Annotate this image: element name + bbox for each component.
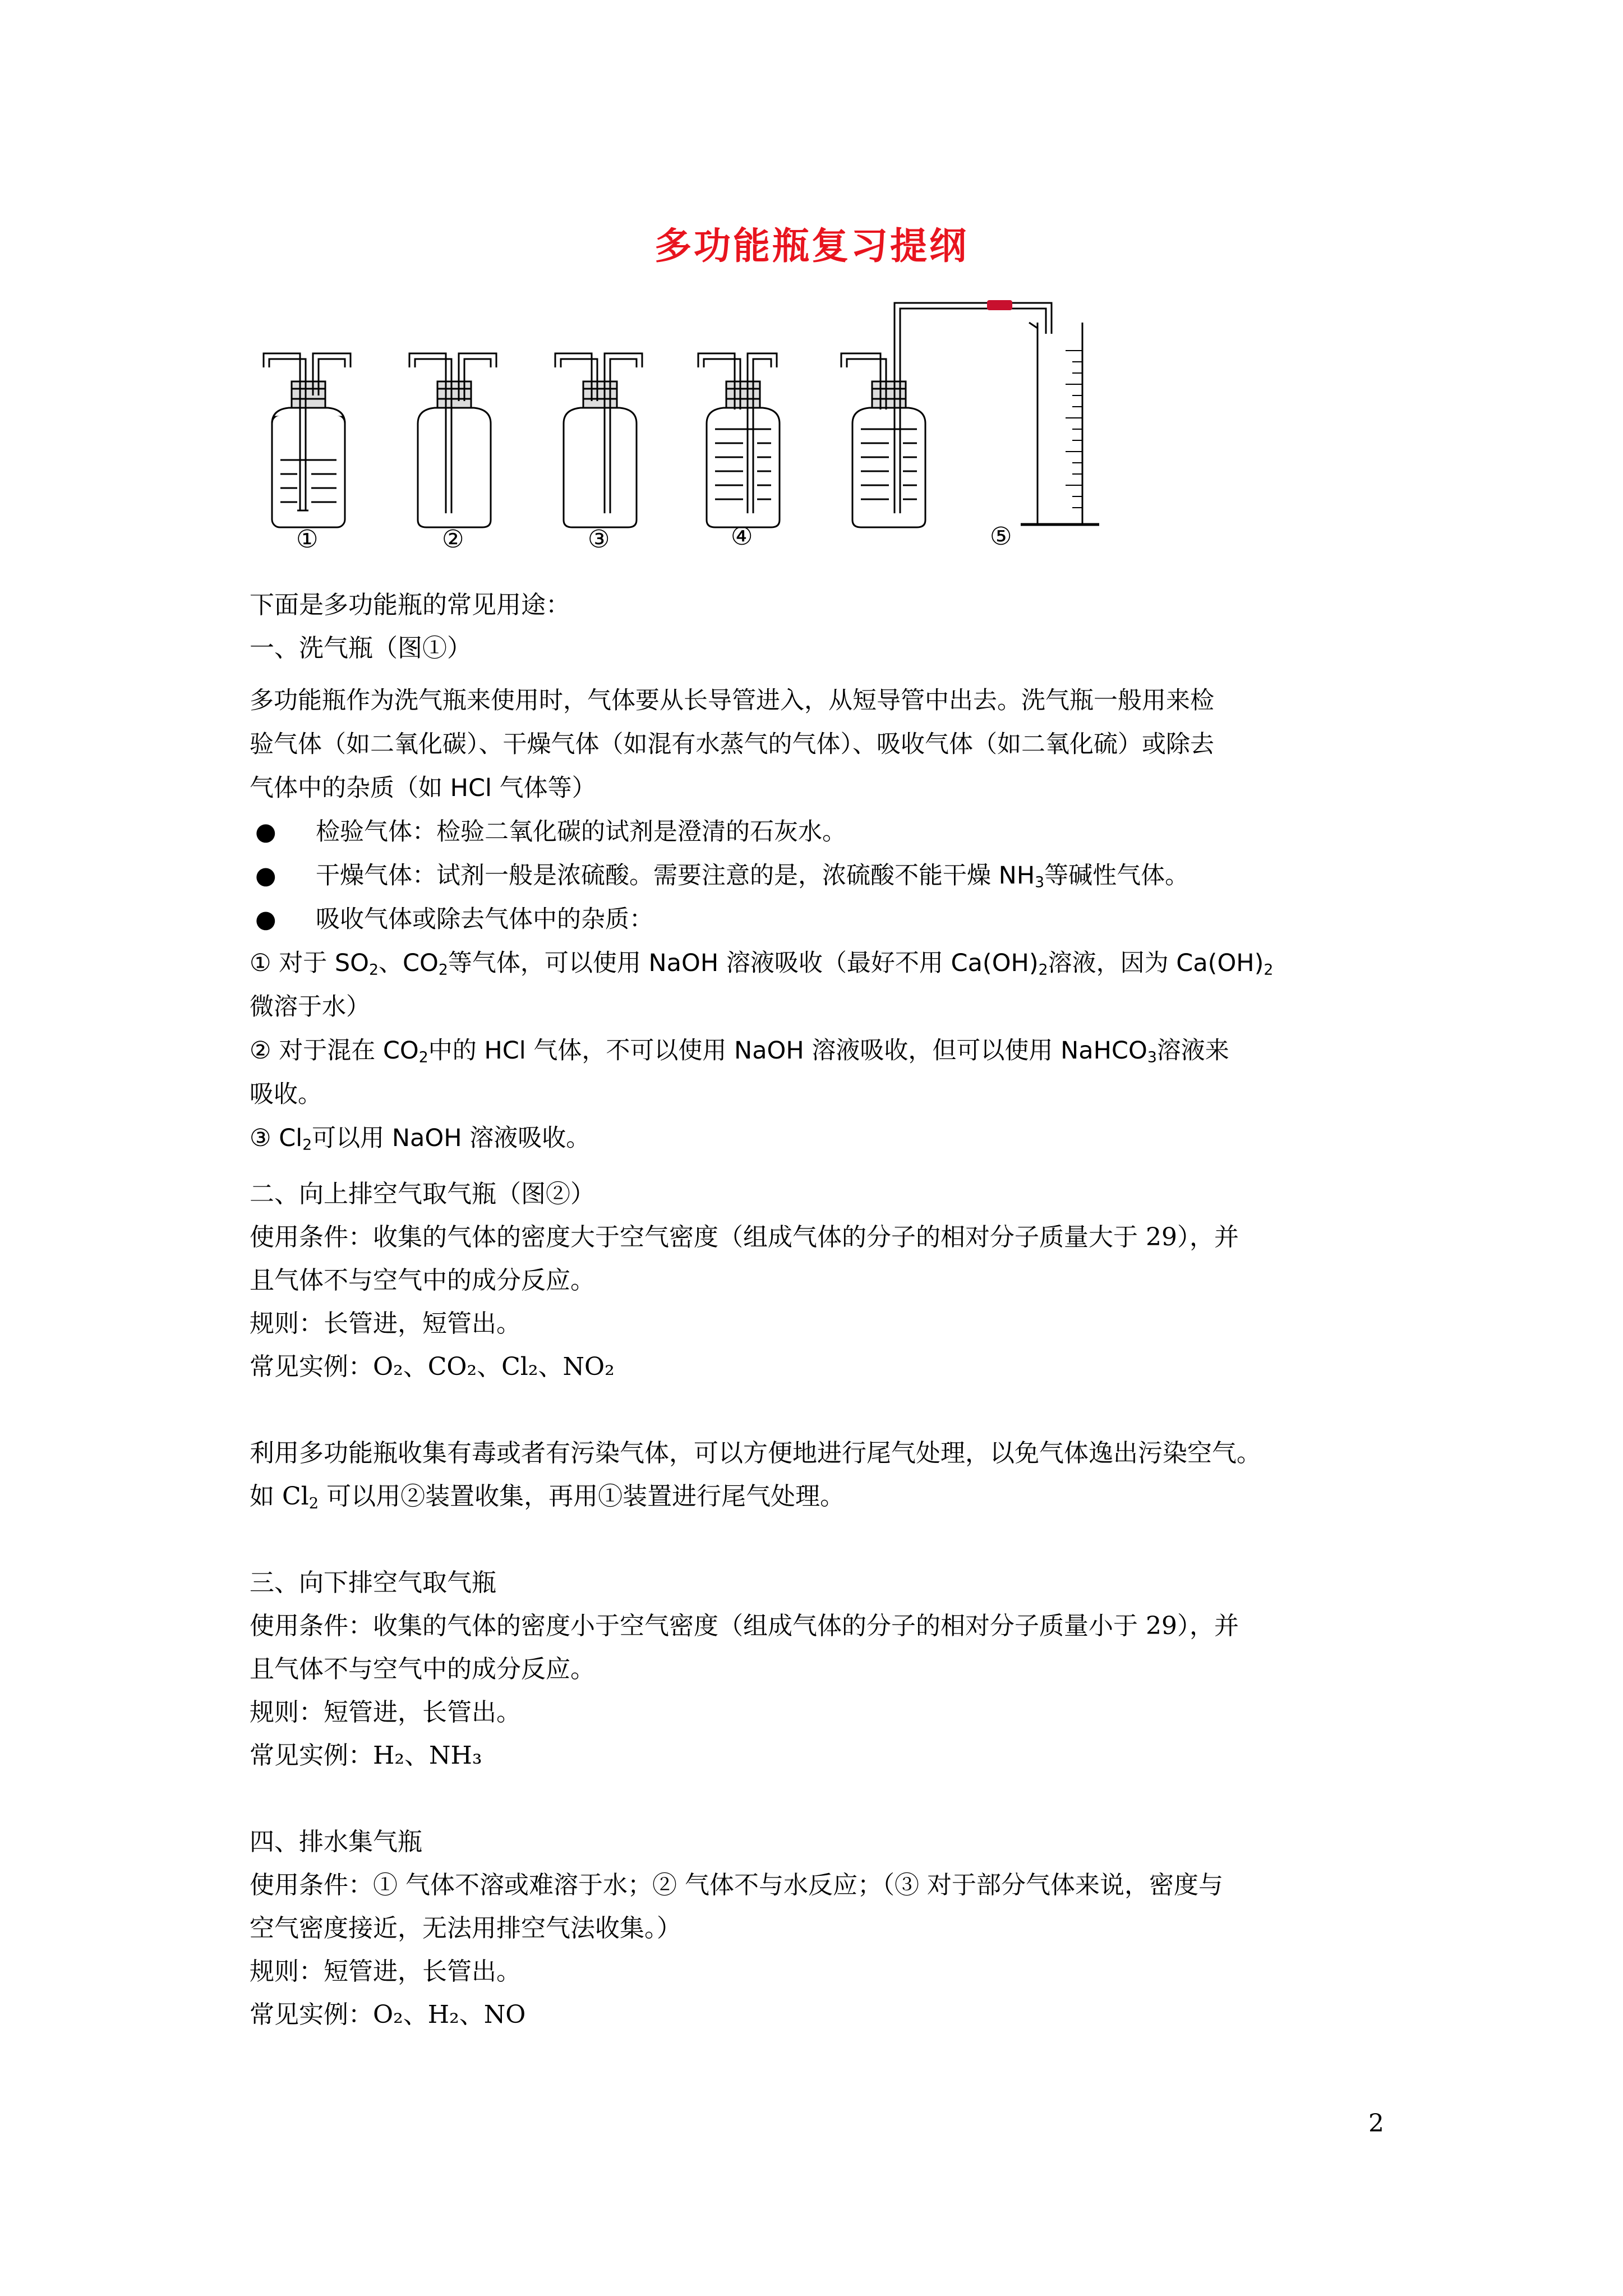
figure-label-3: ③ (588, 525, 610, 554)
bullet-item-1: ● 检验气体：检验二氧化碳的试剂是澄清的石灰水。 (250, 810, 1405, 854)
bottle-1 (264, 353, 351, 527)
apparatus-figure (258, 289, 1133, 567)
s2-condition-line-2: 且气体不与空气中的成分反应。 (250, 1266, 595, 1295)
section-1-heading: 一、洗气瓶（图①） (250, 634, 472, 662)
s1-item-1-line-1: ① 对于 $SO_2$、$CO_2$等气体，可以使用 NaOH 溶液吸收（最好不用 $Ca(OH)_2$溶液，因为 $Ca(OH)_2$ (250, 949, 1274, 979)
bullet-icon: ● (255, 818, 276, 846)
s2-examples: 常见实例：O₂、CO₂、Cl₂、NO₂ (250, 1352, 615, 1381)
intro-text: 下面是多功能瓶的常见用途： (250, 591, 570, 619)
s2-note-line-1: 利用多功能瓶收集有毒或者有污染气体，可以方便地进行尾气处理，以免气体逸出污染空气。 (250, 1439, 1261, 1467)
page-number: 2 (1368, 2109, 1384, 2138)
figure-label-2: ② (442, 525, 464, 554)
bullet-icon: ● (255, 862, 276, 890)
s3-condition-line-1: 使用条件：收集的气体的密度小于空气密度（组成气体的分子的相对分子质量小于 29），并 (250, 1612, 1239, 1640)
bottle-4 (698, 353, 780, 527)
section-2-heading: 二、向上排空气取气瓶（图②） (250, 1180, 595, 1208)
section-1-content (250, 679, 1405, 1160)
s1-item-2-line-2: 吸收。 (250, 1080, 322, 1108)
s4-condition-line-1: 使用条件：① 气体不溶或难溶于水；② 气体不与水反应；（③ 对于部分气体来说，密度与 (250, 1871, 1223, 1899)
s1-item-2-line-1: ② 对于混在 $CO_2$中的 HCl 气体，不可以使用 NaOH 溶液吸收，但可以使用 NaHCO$_3$溶液来 (250, 1037, 1229, 1066)
bottle-3 (555, 353, 642, 527)
s4-examples: 常见实例：O₂、H₂、NO (250, 2000, 526, 2029)
bullet-item-2: ● 干燥气体：试剂一般是浓硫酸。需要注意的是，浓硫酸不能干燥 $NH_3$等碱性气体。 (250, 854, 1405, 898)
s1-paragraph-line-3: 气体中的杂质（如 HCl 气体等） (250, 774, 596, 802)
sections-2-4 (250, 1172, 1382, 2036)
s1-paragraph-line-1: 多功能瓶作为洗气瓶来使用时，气体要从长导管进入，从短导管中出去。洗气瓶一般用来检 (250, 687, 1214, 715)
s2-rule: 规则：长管进，短管出。 (250, 1309, 521, 1338)
bottle-2 (409, 353, 496, 527)
rubber-connector (987, 300, 1012, 310)
s4-condition-line-2: 空气密度接近，无法用排空气法收集。） (250, 1914, 681, 1943)
figure-label-5: ⑤ (990, 522, 1012, 551)
s1-item-1-line-2: 微溶于水） (250, 993, 370, 1021)
bullet-item-3: ● 吸收气体或除去气体中的杂质： (250, 898, 1405, 941)
section-3-heading: 三、向下排空气取气瓶 (250, 1568, 496, 1597)
s4-rule: 规则：短管进，长管出。 (250, 1957, 521, 1986)
intro-block (250, 583, 1382, 670)
s2-condition-line-1: 使用条件：收集的气体的密度大于空气密度（组成气体的分子的相对分子质量大于 29），并 (250, 1223, 1239, 1251)
s3-examples: 常见实例：H₂、NH₃ (250, 1741, 482, 1770)
page-title: 多功能瓶复习提纲 (654, 224, 969, 268)
s3-condition-line-2: 且气体不与空气中的成分反应。 (250, 1655, 595, 1683)
s3-rule: 规则：短管进，长管出。 (250, 1698, 521, 1727)
figure-label-4: ④ (731, 522, 753, 551)
figure-label-1: ① (296, 525, 319, 554)
s2-note-line-2: 如 $Cl_2$ 可以用②装置收集，再用①装置进行尾气处理。 (250, 1482, 845, 1512)
s1-paragraph-line-2: 验气体（如二氧化碳）、干燥气体（如混有水蒸气的气体）、吸收气体（如二氧化硫）或除去 (250, 730, 1214, 758)
s1-item-3: ③ $Cl_2$可以用 NaOH 溶液吸收。 (250, 1124, 591, 1154)
bullet-icon: ● (255, 905, 276, 933)
bottle-5 (841, 303, 1099, 527)
section-4-heading: 四、排水集气瓶 (250, 1828, 422, 1856)
